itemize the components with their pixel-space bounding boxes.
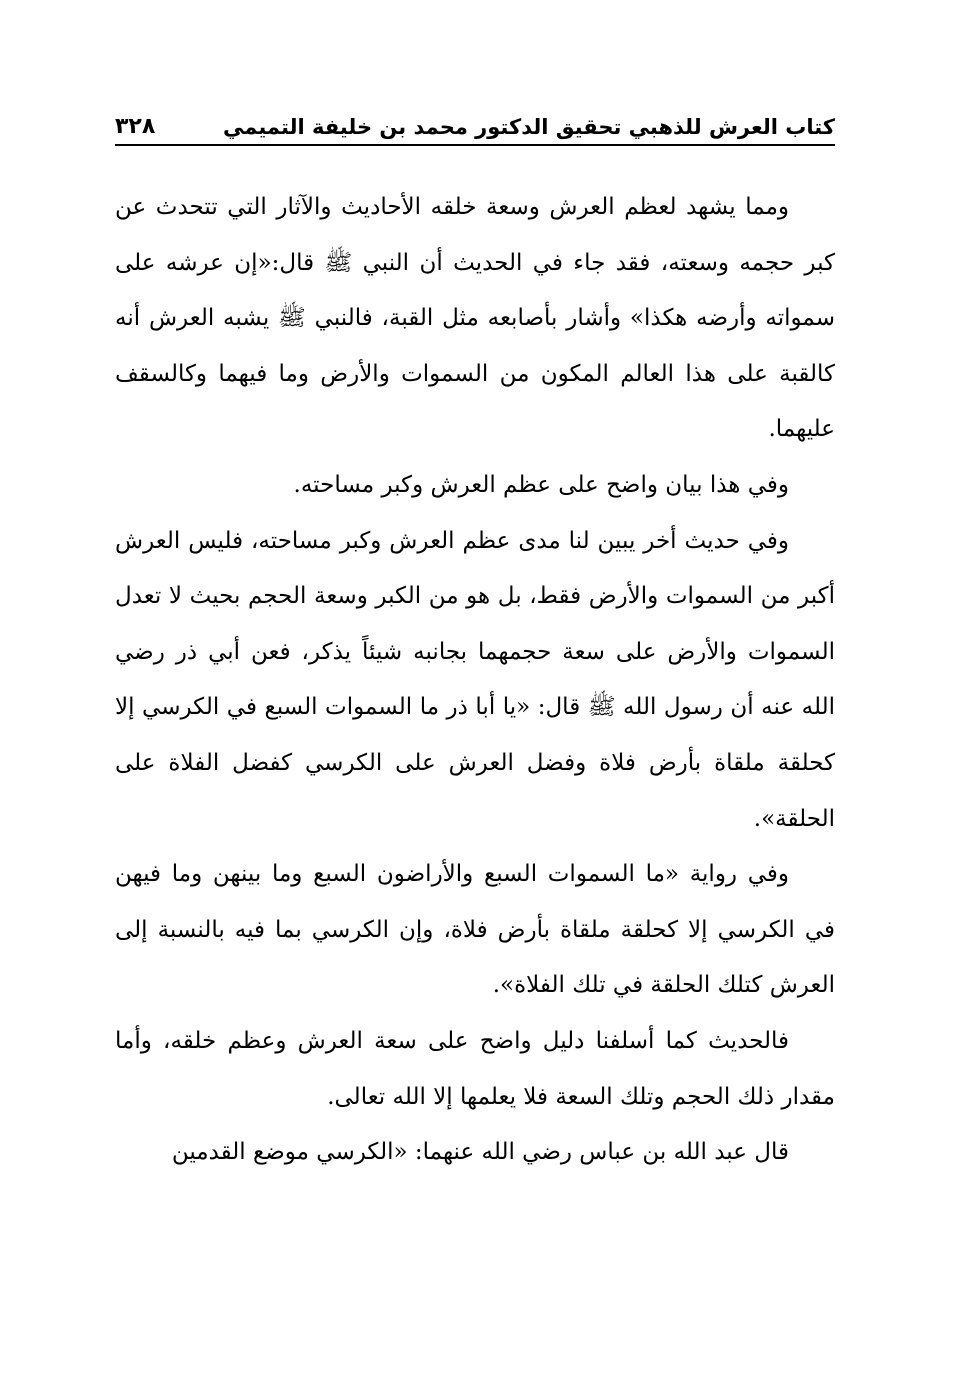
paragraph-2: وفي هذا بيان واضح على عظم العرش وكبر مساحته.	[293, 471, 789, 498]
page-number: ٣٢٨	[115, 114, 156, 139]
paragraph-3: وفي حديث أخر يبين لنا مدى عظم العرش وكبر مساحته، فليس العرش أكبر من السموات والأرض فقط، بل هو من الكبر وسعة الحجم بحيث لا تعدل السموات والأرض على سعة حجمهما بجانبه شيئاً يذكر، فعن أبي ذر رضي الله عنه أن رسول الله ﷺ قال: «يا أبا ذر ما السموات السبع في الكرسي إلا كحلقة ملقاة بأرض فلاة وفضل العرش على الكرسي كفضل الفلاة على الحلقة».	[115, 527, 835, 832]
header-rule	[115, 144, 835, 146]
paragraph-4: وفي رواية «ما السموات السبع والأراضون السبع وما بينهن وما فيهن في الكرسي إلا كحلقة ملقاة بأرض فلاة، وإن الكرسي بما فيه بالنسبة إلى العرش كتلك الحلقة في تلك الفلاة».	[115, 861, 835, 999]
header-title: كتاب العرش للذهبي تحقيق الدكتور محمد بن خليفة التميمي	[223, 115, 835, 139]
paragraph-5: فالحديث كما أسلفنا دليل واضح على سعة العرش وعظم خلقه، وأما مقدار ذلك الحجم وتلك السعة فلا يعلمها إلا الله تعالى.	[115, 1027, 835, 1110]
running-header	[115, 98, 835, 142]
paragraph-6: قال عبد الله بن عباس رضي الله عنهما: «الكرسي موضع القدمين	[171, 1139, 789, 1166]
paragraph-1: ومما يشهد لعظم العرش وسعة خلقه الأحاديث والآثار التي تتحدث عن كبر حجمه وسعته، فقد جاء في الحديث أن النبي ﷺ قال:«إن عرشه على سمواته وأرضه هكذا» وأشار بأصابعه مثل القبة، فالنبي ﷺ يشبه العرش أنه كالقبة على هذا العالم المكون من السموات والأرض وما فيهما وكالسقف عليهما.	[115, 194, 835, 443]
body-text	[115, 180, 835, 1181]
